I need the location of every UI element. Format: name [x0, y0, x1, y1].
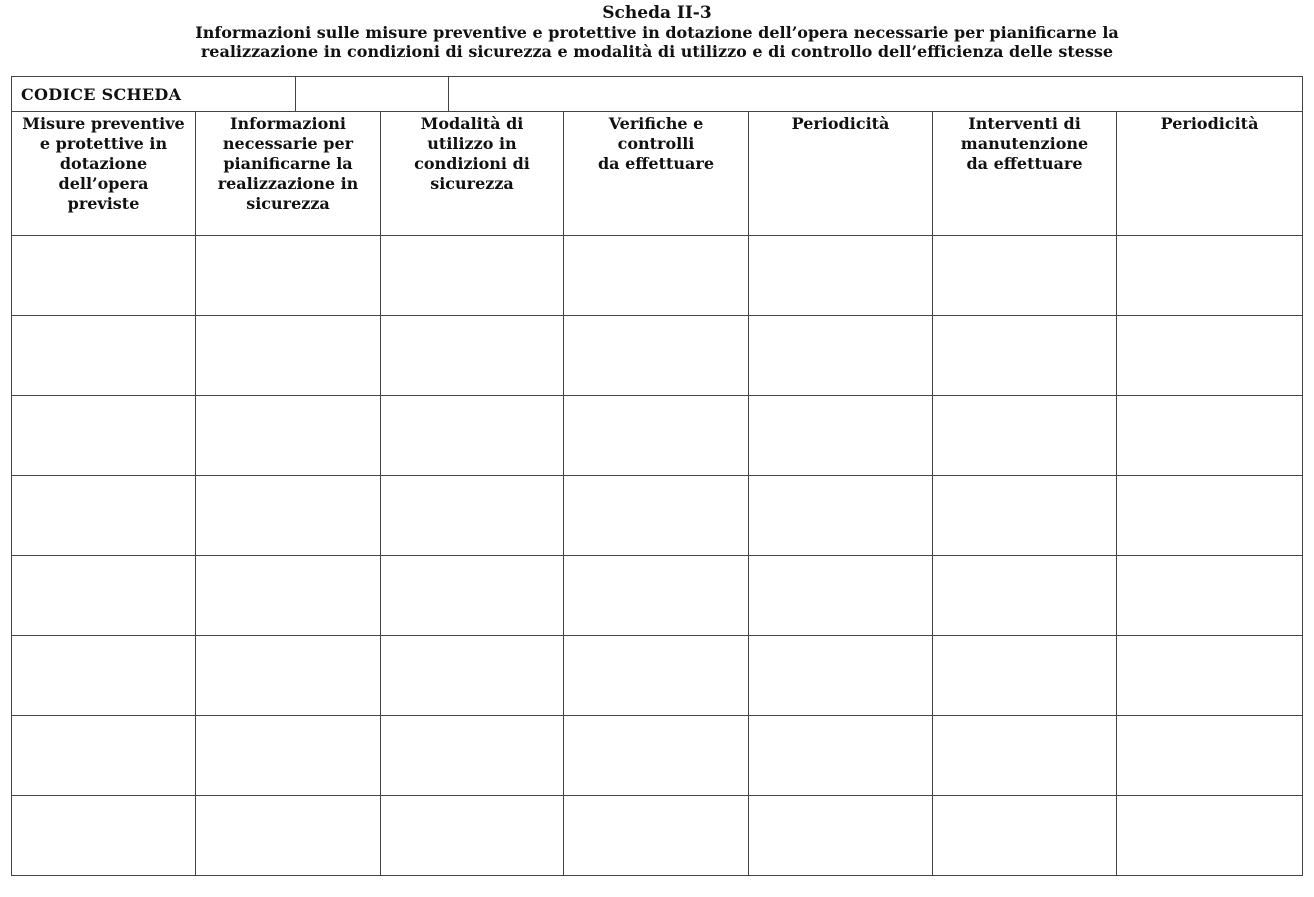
table-cell[interactable] — [749, 796, 933, 876]
table-cell[interactable] — [1117, 316, 1303, 396]
table-cell[interactable] — [1117, 636, 1303, 716]
header-periodicita-2-cell — [1117, 112, 1303, 236]
table-cell[interactable] — [196, 316, 381, 396]
table-cell[interactable] — [564, 556, 749, 636]
table-cell[interactable] — [196, 556, 381, 636]
header-informazioni-necessarie: Informazioni necessarie per pianificarne la realizzazione in sicurezza — [217, 114, 359, 213]
table-cell[interactable] — [12, 236, 196, 316]
table-row — [12, 236, 1303, 316]
table-cell[interactable] — [12, 796, 196, 876]
table-cell[interactable] — [933, 716, 1117, 796]
table-cell[interactable] — [749, 556, 933, 636]
table-cell[interactable] — [749, 316, 933, 396]
table-cell[interactable] — [1117, 716, 1303, 796]
header-modalita-utilizzo: Modalità di utilizzo in condizioni di sicurezza — [414, 114, 530, 193]
table-cell[interactable] — [933, 476, 1117, 556]
table-cell[interactable] — [381, 236, 564, 316]
table-cell[interactable] — [196, 796, 381, 876]
table-cell[interactable] — [933, 236, 1117, 316]
header-modalita-utilizzo-cell — [381, 112, 564, 236]
document-heading — [0, 4, 1314, 61]
scheda-table — [11, 76, 1303, 876]
table-cell[interactable] — [381, 716, 564, 796]
table-cell[interactable] — [564, 316, 749, 396]
table-cell[interactable] — [381, 636, 564, 716]
header-verifiche-controlli-cell — [564, 112, 749, 236]
header-misure-preventive: Misure preventive e protettive in dotazione dell’opera previste — [22, 114, 185, 213]
header-informazioni-necessarie-cell — [196, 112, 381, 236]
header-interventi-manutenzione: Interventi di manutenzione da effettuare — [960, 114, 1089, 173]
table-cell[interactable] — [1117, 396, 1303, 476]
table-cell[interactable] — [1117, 236, 1303, 316]
column-header-row — [12, 112, 1303, 236]
table-cell[interactable] — [564, 396, 749, 476]
table-cell[interactable] — [749, 476, 933, 556]
table-cell[interactable] — [196, 396, 381, 476]
table-cell[interactable] — [933, 316, 1117, 396]
table-cell[interactable] — [749, 236, 933, 316]
code-value-area — [381, 77, 1303, 112]
header-verifiche-controlli: Verifiche e controlli da effettuare — [597, 114, 714, 173]
table-cell[interactable] — [564, 796, 749, 876]
table-cell[interactable] — [381, 316, 564, 396]
scheda-subtitle-line-1: Informazioni sulle misure preventive e protettive in dotazione dell’opera necessarie per pianificarne la — [195, 23, 1119, 42]
table-cell[interactable] — [196, 476, 381, 556]
table-cell[interactable] — [12, 316, 196, 396]
table-cell[interactable] — [196, 716, 381, 796]
table-row — [12, 316, 1303, 396]
table-row — [12, 636, 1303, 716]
code-empty-area — [449, 77, 1303, 111]
scheda-subtitle-line-2: realizzazione in condizioni di sicurezza e modalità di utilizzo e di controllo dell’efficienza delle stesse — [200, 42, 1114, 61]
header-misure-preventive-cell — [12, 112, 196, 236]
table-cell[interactable] — [381, 476, 564, 556]
code-value-field[interactable] — [295, 77, 449, 111]
table-row — [12, 396, 1303, 476]
table-cell[interactable] — [933, 636, 1117, 716]
header-interventi-manutenzione-cell — [933, 112, 1117, 236]
table-cell[interactable] — [12, 396, 196, 476]
table-row — [12, 556, 1303, 636]
table-cell[interactable] — [1117, 476, 1303, 556]
header-periodicita-2: Periodicità — [1160, 114, 1259, 133]
table-row — [12, 476, 1303, 556]
table-cell[interactable] — [933, 396, 1117, 476]
table-cell[interactable] — [749, 636, 933, 716]
table-cell[interactable] — [196, 636, 381, 716]
table-cell[interactable] — [12, 716, 196, 796]
table-cell[interactable] — [749, 716, 933, 796]
table-cell[interactable] — [1117, 556, 1303, 636]
code-label: CODICE SCHEDA — [21, 84, 182, 104]
table-cell[interactable] — [1117, 796, 1303, 876]
table-cell[interactable] — [12, 636, 196, 716]
table-cell[interactable] — [196, 236, 381, 316]
table-row — [12, 796, 1303, 876]
table-cell[interactable] — [12, 556, 196, 636]
table-cell[interactable] — [381, 796, 564, 876]
table-cell[interactable] — [12, 476, 196, 556]
table-cell[interactable] — [564, 636, 749, 716]
table-row — [12, 716, 1303, 796]
table-cell[interactable] — [381, 396, 564, 476]
table-cell[interactable] — [564, 476, 749, 556]
table-cell[interactable] — [933, 556, 1117, 636]
table-cell[interactable] — [564, 716, 749, 796]
table-cell[interactable] — [381, 556, 564, 636]
code-row — [12, 77, 1303, 112]
table-cell[interactable] — [749, 396, 933, 476]
header-periodicita-1: Periodicità — [791, 114, 890, 133]
table-cell[interactable] — [564, 236, 749, 316]
table-cell[interactable] — [933, 796, 1117, 876]
scheda-title: Scheda II-3 — [602, 3, 712, 23]
header-periodicita-1-cell — [749, 112, 933, 236]
